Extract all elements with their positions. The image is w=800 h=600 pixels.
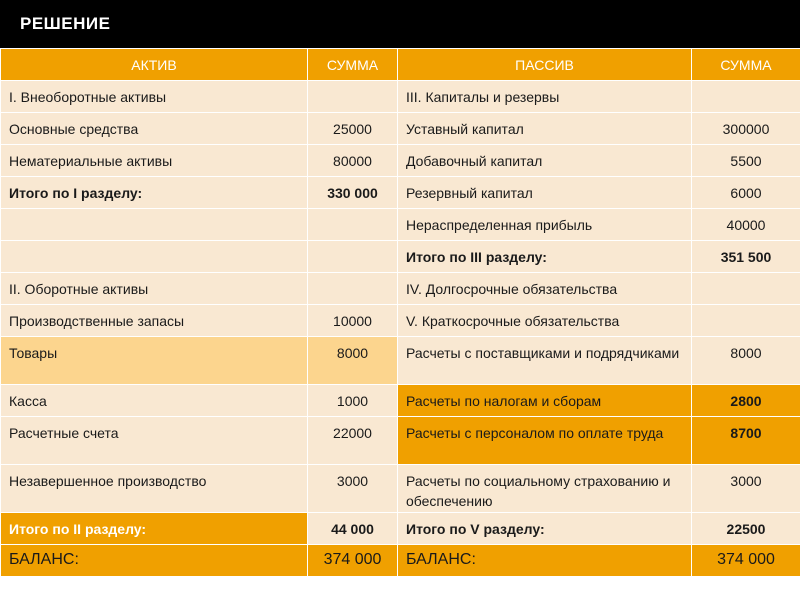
liability-name: Добавочный капитал (398, 145, 692, 177)
liability-subtotal-amount: 351 500 (692, 241, 800, 273)
table-row (1, 241, 800, 273)
asset-balance-label: БАЛАНС: (1, 545, 308, 577)
asset-subtotal-label: Итого по I разделу: (1, 177, 308, 209)
liability-name: Резервный капитал (398, 177, 692, 209)
header-passiv: ПАССИВ (398, 49, 692, 81)
asset-name: Производственные запасы (1, 305, 308, 337)
liability-amount: 40000 (692, 209, 800, 241)
table-row (1, 465, 800, 513)
liability-name: Нераспределенная прибыль (398, 209, 692, 241)
header-sum-passiv: СУММА (692, 49, 800, 81)
liability-name: Расчеты по социальному страхованию и обеспечению (398, 465, 692, 513)
liability-balance-amount: 374 000 (692, 545, 800, 577)
liability-amount: 2800 (692, 385, 800, 417)
table-row (1, 337, 800, 385)
asset-name: Товары (1, 337, 308, 385)
liability-name: Расчеты с поставщиками и подрядчиками (398, 337, 692, 385)
asset-amount: 80000 (308, 145, 398, 177)
liability-name: IV. Долгосрочные обязательства (398, 273, 692, 305)
asset-amount (308, 81, 398, 113)
asset-subtotal-amount: 330 000 (308, 177, 398, 209)
asset-amount: 1000 (308, 385, 398, 417)
asset-amount: 10000 (308, 305, 398, 337)
table-row (1, 305, 800, 337)
liability-subtotal-label: Итого по V разделу: (398, 513, 692, 545)
asset-subtotal-label: Итого по II разделу: (1, 513, 308, 545)
liability-name: Расчеты с персоналом по оплате труда (398, 417, 692, 465)
table-header-row (1, 49, 800, 81)
liability-balance-label: БАЛАНС: (398, 545, 692, 577)
table-row (1, 113, 800, 145)
asset-amount: 25000 (308, 113, 398, 145)
asset-amount (308, 273, 398, 305)
liability-name: Расчеты по налогам и сборам (398, 385, 692, 417)
table-row (1, 145, 800, 177)
table-row (1, 177, 800, 209)
liability-amount: 6000 (692, 177, 800, 209)
liability-amount: 5500 (692, 145, 800, 177)
liability-subtotal-amount: 22500 (692, 513, 800, 545)
asset-name (1, 209, 308, 241)
asset-name (1, 241, 308, 273)
header-activ: АКТИВ (1, 49, 308, 81)
table-row (1, 273, 800, 305)
liability-amount (692, 273, 800, 305)
asset-balance-amount: 374 000 (308, 545, 398, 577)
asset-name: Основные средства (1, 113, 308, 145)
asset-amount: 8000 (308, 337, 398, 385)
table-row (1, 209, 800, 241)
asset-amount (308, 209, 398, 241)
header-sum-activ: СУММА (308, 49, 398, 81)
liability-name: III. Капиталы и резервы (398, 81, 692, 113)
table-row (1, 513, 800, 545)
liability-name: V. Краткосрочные обязательства (398, 305, 692, 337)
liability-name: Уставный капитал (398, 113, 692, 145)
asset-name: II. Оборотные активы (1, 273, 308, 305)
liability-subtotal-label: Итого по III разделу: (398, 241, 692, 273)
asset-amount: 3000 (308, 465, 398, 513)
liability-amount: 3000 (692, 465, 800, 513)
asset-name: Расчетные счета (1, 417, 308, 465)
asset-name: Незавершенное производство (1, 465, 308, 513)
liability-amount: 300000 (692, 113, 800, 145)
asset-name: Касса (1, 385, 308, 417)
liability-amount: 8700 (692, 417, 800, 465)
liability-amount: 8000 (692, 337, 800, 385)
asset-amount (308, 241, 398, 273)
balance-row (1, 545, 800, 577)
slide-title: РЕШЕНИЕ (0, 0, 800, 48)
asset-amount: 22000 (308, 417, 398, 465)
asset-name: I. Внеоборотные активы (1, 81, 308, 113)
liability-amount (692, 81, 800, 113)
table-row (1, 417, 800, 465)
table-row (1, 81, 800, 113)
asset-name: Нематериальные активы (1, 145, 308, 177)
balance-table (0, 48, 800, 577)
asset-subtotal-amount: 44 000 (308, 513, 398, 545)
liability-amount (692, 305, 800, 337)
table-row (1, 385, 800, 417)
